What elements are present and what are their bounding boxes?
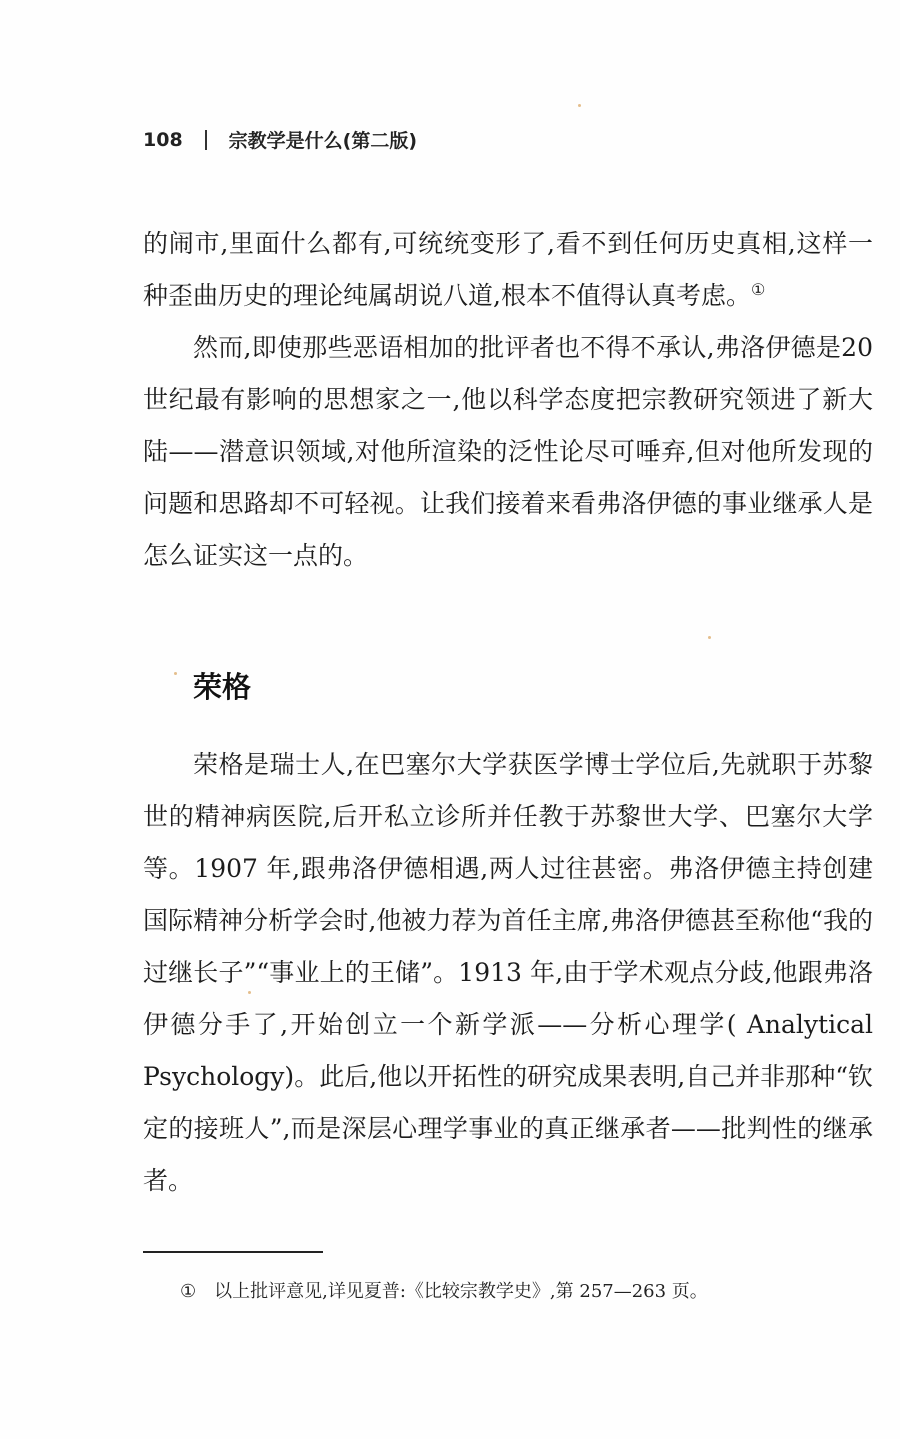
section-heading: 荣格 [193,670,252,704]
footnote-divider [143,1251,323,1253]
paragraph: 然而,即使那些恶语相加的批评者也不得不承认,弗洛伊德是20 世纪最有影响的思想家之一,他以科学态度把宗教研究领进了新大陆——潜意识领域,对他所渲染的泛性论尽可唾弃,但对他所发现的问题和思路却不可轻视。让我们接着来看弗洛伊德的事业继承人是怎么证实这一点的。 [143,333,873,570]
print-speck [708,636,711,639]
footnote [180,1277,708,1307]
book-title: 宗教学是什么(第二版) [228,130,418,152]
body-text-top [143,218,873,582]
print-speck [248,991,251,994]
print-speck [578,104,581,107]
page-number: 108 [143,128,183,151]
body-text-bottom [143,739,873,1207]
paragraph-text: 的闹市,里面什么都有,可统统变形了,看不到任何历史真相,这样一种歪曲历史的理论纯属胡说八道,根本不值得认真考虑。 [143,229,873,310]
paragraph-continuation [143,218,873,322]
header-separator [205,130,207,150]
footnote-text: 以上批评意见,详见夏普:《比较宗教学史》,第 257—263 页。 [214,1281,708,1302]
print-speck [174,672,177,675]
footnote-mark: ① [180,1281,197,1302]
running-header [143,126,417,153]
paragraph: 荣格是瑞士人,在巴塞尔大学获医学博士学位后,先就职于苏黎世的精神病医院,后开私立诊所并任教于苏黎世大学、巴塞尔大学等。1907 年,跟弗洛伊德相遇,两人过往甚密。弗洛伊德主持创建国际精神分析学会时,他被力荐为首任主席,弗洛伊德甚至称他“我的过继长子”“事业上的王储”。1913 年,由于学术观点分歧,他跟弗洛伊德分手了,开始创立一个新学派——分析心理学( Analytical Psychology)。此后,他以开拓性的研究成果表明,自己并非那种“钦定的接班人”,而是深层心理学事业的真正继承者——批判性的继承者。 [143,750,873,1195]
footnote-reference: ① [750,280,766,299]
